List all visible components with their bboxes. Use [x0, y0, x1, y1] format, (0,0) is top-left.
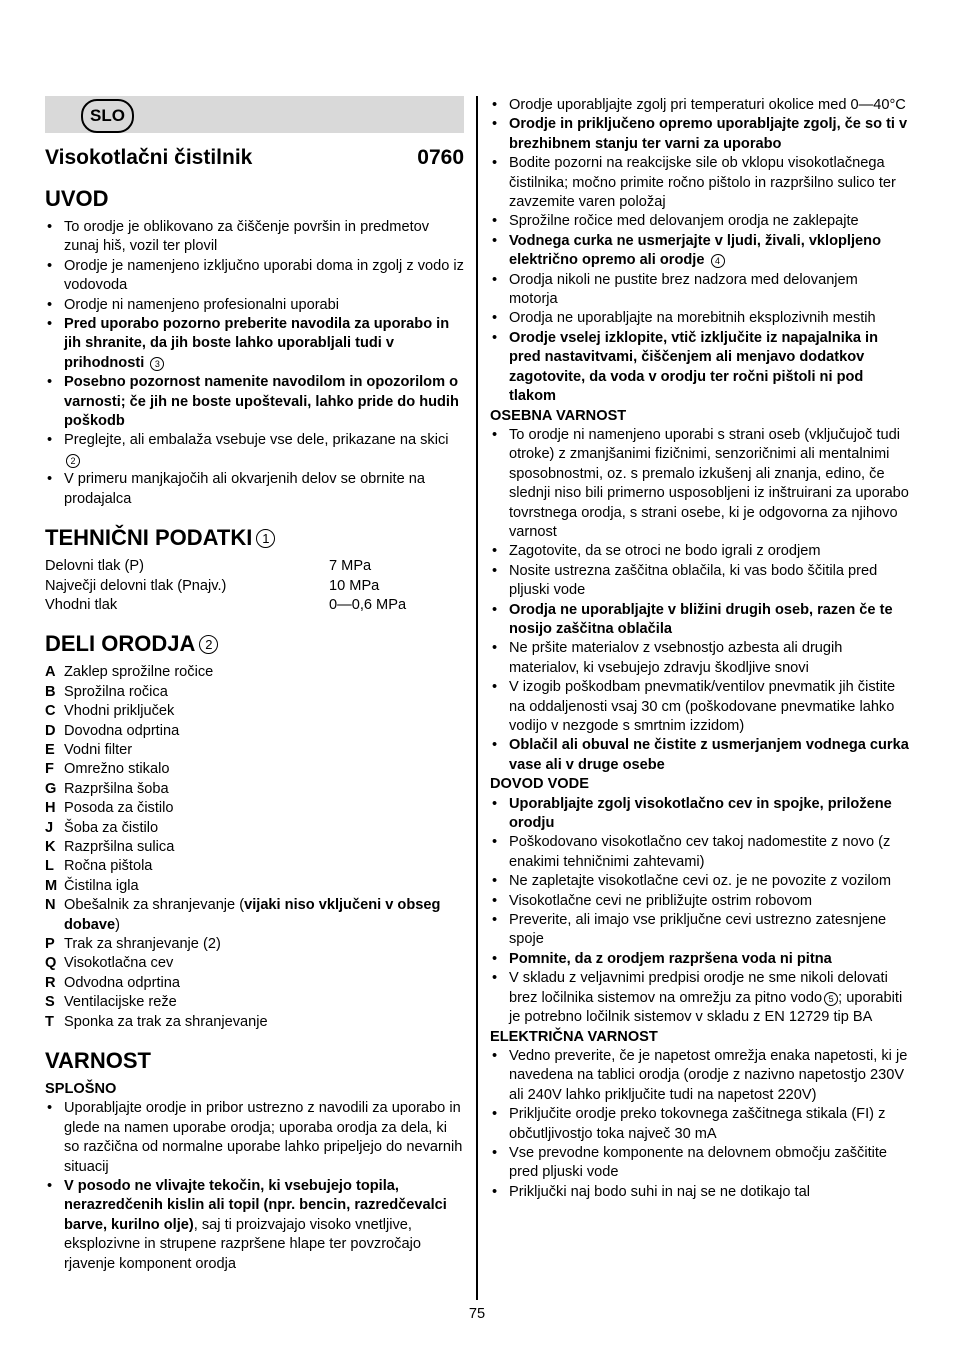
part-label: Ročna pištola	[64, 858, 153, 875]
uvod-list	[45, 218, 464, 509]
list-item	[45, 315, 464, 373]
list-item	[45, 1099, 464, 1177]
part-text	[64, 663, 213, 682]
figure-ref: 4	[711, 254, 725, 268]
list-item	[45, 470, 464, 509]
tehnicni-heading: TEHNIČNI PODATKI 1	[45, 523, 464, 553]
part-bold-text: vijaki niso vključeni v obseg dobave	[64, 897, 441, 933]
part-label: Visokotlačna cev	[64, 955, 174, 972]
figure-ref: 2	[66, 454, 80, 468]
document-title	[45, 145, 464, 171]
item-text: Orodje je namenjeno izključno uporabi doma in zgolj z vodo iz vodovoda	[64, 257, 464, 294]
product-name: Visokotlačni čistilnik	[45, 146, 253, 169]
part-text	[64, 780, 169, 799]
model-number: 0760	[417, 146, 464, 169]
part-label: Posoda za čistilo	[64, 800, 174, 817]
part-text	[64, 819, 158, 838]
part-row	[45, 857, 464, 876]
figure-ref-2: 2	[199, 635, 218, 654]
list-item	[490, 1183, 910, 1202]
item-text: Oblačil ali obuval ne čistite z usmerjanjem vodnega curka vase ali v druge osebe	[509, 737, 909, 773]
part-letter: E	[45, 741, 55, 758]
part-letter: M	[45, 877, 58, 894]
list-item	[45, 431, 464, 470]
part-text	[64, 1013, 268, 1032]
spec-row	[45, 596, 464, 615]
varnost-heading: VARNOST	[45, 1048, 151, 1074]
page-number: 75	[468, 1306, 486, 1322]
item-text: Priključite orodje preko tokovnega zaščitnega stikala (FI) z občutljivostjo toka največ 30 mA	[509, 1106, 886, 1142]
osebna-heading: OSEBNA VARNOST	[490, 407, 627, 424]
item-text: Pred uporabo pozorno preberite navodila za uporabo in jih shranite, da jih boste lahko uporabljali tudi v prihodnosti	[64, 316, 450, 371]
part-label: Vhodni priključek	[64, 703, 175, 720]
part-letter: N	[45, 897, 56, 914]
list-item	[490, 562, 910, 601]
part-row	[45, 663, 464, 682]
part-letter: S	[45, 994, 55, 1011]
column-divider	[476, 96, 478, 1300]
list-item	[490, 309, 910, 328]
list-item	[45, 257, 464, 296]
part-label: Obešalnik za shranjevanje (	[64, 897, 245, 914]
part-row	[45, 722, 464, 741]
item-text: Ne zapletajte visokotlačne cevi oz. je ne povozite z vozilom	[509, 873, 892, 890]
list-item	[490, 1144, 910, 1183]
osebna-list	[490, 426, 910, 775]
part-text	[64, 993, 177, 1012]
part-label: Razpršilna šoba	[64, 780, 169, 797]
part-letter: F	[45, 761, 54, 778]
bold-text: V posodo ne vlivajte tekočin, ki vsebujejo topila, nerazredčenih kislin ali topil (npr. bencin, razredčevalci barve, kurilno olje)	[64, 1178, 447, 1233]
part-letter: A	[45, 664, 56, 681]
item-text: V izogib poškodbam pnevmatik/ventilov pnevmatik jih čistite na oddaljenosti vsaj 30 cm (poškodovane pnevmatike lahko vodijo v nezgode s smrtnim izzidom)	[509, 679, 896, 734]
part-letter: J	[45, 819, 54, 836]
list-item	[490, 542, 910, 561]
splosno-list	[45, 1099, 464, 1274]
part-row	[45, 741, 464, 760]
spec-value: 10 MPa	[329, 577, 380, 594]
part-letter: D	[45, 722, 56, 739]
item-text: Orodja nikoli ne pustite brez nadzora med delovanjem motorja	[509, 271, 858, 308]
spec-table	[45, 557, 464, 615]
part-text	[64, 760, 169, 779]
part-letter: B	[45, 683, 56, 700]
item-text: Orodje uporabljajte zgolj pri temperaturi okolice med 0—40°C	[509, 97, 906, 113]
part-letter: L	[45, 858, 54, 875]
item-text: Preverite, ali imajo vse priključne cevi ustrezno zatesnjene spoje	[509, 912, 887, 948]
part-row	[45, 993, 464, 1012]
elektricna-heading: ELEKTRIČNA VARNOST	[490, 1028, 658, 1045]
part-label: Vodni filter	[64, 741, 133, 758]
part-tail: )	[115, 916, 120, 933]
part-letter: P	[45, 936, 55, 952]
part-label: Zaklep sprožilne ročice	[64, 664, 214, 681]
item-text: Visokotlačne cevi ne približujte ostrim robovom	[509, 892, 813, 909]
part-label: Trak za shranjevanje (2)	[64, 936, 221, 952]
parts-list	[45, 663, 464, 1032]
list-item	[490, 271, 910, 310]
part-text	[64, 741, 132, 760]
list-item	[490, 232, 910, 271]
item-text: Preglejte, ali embalaža vsebuje vse dele, prikazane na skici	[64, 432, 449, 449]
item-text: Ne pršite materialov z vsebnostjo azbesta ali drugih materialov, ki vsebujejo zdravju škodljive snovi	[509, 640, 843, 676]
item-text: Poškodovano visokotlačno cev takoj nadomestite z novo (z enakimi tehničnimi zahtevami)	[509, 834, 891, 870]
part-letter: G	[45, 780, 57, 797]
spec-row	[45, 577, 464, 596]
list-item	[45, 218, 464, 257]
spec-label: Vhodni tlak	[45, 596, 118, 613]
part-text	[64, 857, 152, 876]
uvod-heading: UVOD	[45, 186, 109, 211]
item-text: Zagotovite, da se otroci ne bodo igrali z orodjem	[509, 543, 821, 560]
list-item	[490, 329, 910, 407]
part-text	[64, 838, 174, 857]
part-text	[64, 702, 174, 721]
item-text: To orodje ni namenjeno uporabi s strani oseb (vključujoč tudi otroke) z zmanjšanimi fizičnimi, senzoričnimi ali mentalnimi sposobnostmi, oz. s premalo izkušenj ali znanja, edino, če slednji niso bili primerno usposobljeni iz inštruirani za uporabo tovrstnega orodja, s strani osebe, ki je odgovorna za njihovo varnost	[509, 426, 909, 540]
list-item	[490, 892, 910, 911]
item-text: Bodite pozorni na reakcijske sile ob vklopu visokotlačnega čistilnika; močno primite ročno pištolo in razpršilno sulico ter zavzemite varen položaj	[509, 155, 896, 211]
dovod-list	[490, 795, 910, 1028]
language-bar	[45, 96, 464, 133]
spec-value: 0—0,6 MPa	[329, 596, 407, 613]
part-text	[64, 877, 139, 896]
part-row	[45, 760, 464, 779]
list-item	[490, 426, 910, 542]
part-text	[64, 722, 179, 741]
part-row	[45, 935, 464, 954]
part-row	[45, 896, 464, 935]
list-item	[490, 601, 910, 640]
language-badge: SLO	[81, 99, 134, 133]
part-text	[64, 935, 221, 954]
part-label: Odvodna odprtina	[64, 974, 181, 991]
list-item	[45, 373, 464, 431]
list-item	[490, 795, 910, 834]
list-item	[490, 969, 910, 1027]
part-text	[64, 683, 168, 702]
list-item	[490, 1047, 910, 1105]
item-text: V primeru manjkajočih ali okvarjenih delov se obrnite na prodajalca	[64, 471, 425, 507]
part-label: Ventilacijske reže	[64, 994, 177, 1011]
part-label: Sprožilna ročica	[64, 683, 168, 700]
part-row	[45, 819, 464, 838]
spec-value: 7 MPa	[329, 558, 372, 575]
list-item	[490, 950, 910, 969]
part-text	[64, 974, 180, 993]
item-text: Posebno pozornost namenite navodilom in opozorilom o varnosti; če jih ne boste upoštevali, lahko pride do hudih poškodb	[64, 374, 459, 430]
item-text: Orodje vselej izklopite, vtič izključite iz napajalnika in pred nastavitvami, čiščenjem ali menjavo dodatkov zagotovite, da voda v orodju ter ročni pištoli ni pod tlakom	[509, 329, 879, 405]
list-item	[490, 96, 910, 115]
part-text	[64, 954, 173, 973]
list-item	[45, 296, 464, 315]
part-label: Čistilna igla	[64, 877, 139, 894]
part-text	[64, 896, 464, 935]
part-letter: T	[45, 1013, 54, 1030]
spec-row	[45, 557, 464, 576]
item-text: Orodje in priključeno opremo uporabljajte zgolj, če so ti v brezhibnem stanju ter varni za uporabo	[509, 116, 908, 152]
list-item	[490, 1105, 910, 1144]
list-item	[490, 678, 910, 736]
part-row	[45, 780, 464, 799]
part-text	[64, 799, 174, 818]
part-row	[45, 1013, 464, 1032]
figure-ref: 5	[824, 992, 838, 1006]
list-item	[490, 154, 910, 212]
part-row	[45, 838, 464, 857]
part-row	[45, 954, 464, 973]
list-item	[45, 1177, 464, 1274]
item-tail: ; uporabiti je potrebno ločilnik sistemov v skladu z EN 12729 tip BA	[509, 989, 903, 1026]
part-letter: C	[45, 703, 56, 720]
part-letter: Q	[45, 955, 57, 972]
spec-label: Delovni tlak (P)	[45, 558, 144, 575]
part-label: Sponka za trak za shranjevanje	[64, 1013, 268, 1030]
list-item	[490, 736, 910, 775]
item-text: Vedno preverite, če je napetost omrežja enaka napetosti, ki je navedena na tablici orodja (orodje z nazivno napetostjo 230V ali 240V lahko priključite tudi na napetost 220V)	[509, 1047, 908, 1103]
list-item	[490, 833, 910, 872]
list-item	[490, 872, 910, 891]
dovod-heading: DOVOD VODE	[490, 776, 589, 793]
elektricna-list	[490, 1047, 910, 1202]
general-safety-list	[490, 96, 910, 407]
list-item	[490, 639, 910, 678]
list-item	[490, 212, 910, 231]
deli-heading: DELI ORODJA 2	[45, 629, 464, 659]
list-item	[490, 911, 910, 950]
item-text: Pomnite, da z orodjem razpršena voda ni pitna	[509, 950, 832, 967]
part-letter: K	[45, 838, 56, 855]
part-letter: R	[45, 974, 56, 991]
part-letter: H	[45, 800, 56, 817]
splosno-heading: SPLOŠNO	[45, 1081, 117, 1098]
part-label: Šoba za čistilo	[64, 819, 159, 836]
item-text: Orodja ne uporabljajte v bližini drugih oseb, razen če te nosijo zaščitna oblačila	[509, 601, 893, 637]
list-item	[490, 115, 910, 154]
item-text: Priključki naj bodo suhi in naj se ne dotikajo tal	[509, 1183, 810, 1200]
part-row	[45, 877, 464, 896]
figure-ref-1: 1	[256, 529, 275, 548]
item-text: Sprožilne ročice med delovanjem orodja ne zaklepajte	[509, 213, 859, 230]
item-text: , saj ti proizvajajo visoko vnetljive, eksplozivne in strupene razpršene hlape ter povzročajo rjavenje komponent orodja	[64, 1216, 421, 1272]
item-text: Nosite ustrezna zaščitna oblačila, ki vas bodo ščitila pred pljuski vode	[509, 562, 878, 599]
part-row	[45, 702, 464, 721]
figure-ref: 3	[150, 357, 164, 371]
item-text: Orodja ne uporabljajte na morebitnih eksplozivnih mestih	[509, 310, 876, 327]
spec-label: Največji delovni tlak (Pnajv.)	[45, 577, 227, 594]
left-column	[45, 96, 464, 1274]
part-label: Dovodna odprtina	[64, 722, 180, 739]
item-text: Orodje ni namenjeno profesionalni uporabi	[64, 296, 340, 313]
part-row	[45, 799, 464, 818]
part-label: Omrežno stikalo	[64, 761, 170, 778]
item-text: Uporabljajte orodje in pribor ustrezno z navodili za uporabo in glede na namen uporabe orodja; uporaba orodja za dela, ki so razčična od normalne uporabe lahko pripeljejo do nevarnih situacij	[64, 1100, 463, 1175]
part-row	[45, 974, 464, 993]
part-row	[45, 683, 464, 702]
part-label: Razpršilna sulica	[64, 838, 175, 855]
item-text: To orodje je oblikovano za čiščenje površin in predmetov zunaj hiš, vozil ter plovil	[64, 219, 430, 255]
item-text: V skladu z veljavnimi predpisi orodje ne sme nikoli delovati brez ločilnika sistemov na omrežju za pitno vodo	[509, 970, 888, 1006]
item-text: Uporabljajte zgolj visokotlačno cev in spojke, priložene orodju	[509, 795, 892, 832]
right-column	[490, 96, 910, 1202]
item-text: Vse prevodne komponente na delovnem območju zaščitite pred pljuski vode	[509, 1144, 888, 1181]
item-text: Vodnega curka ne usmerjajte v ljudi, živali, vklopljeno električno opremo ali orodje	[509, 232, 881, 269]
